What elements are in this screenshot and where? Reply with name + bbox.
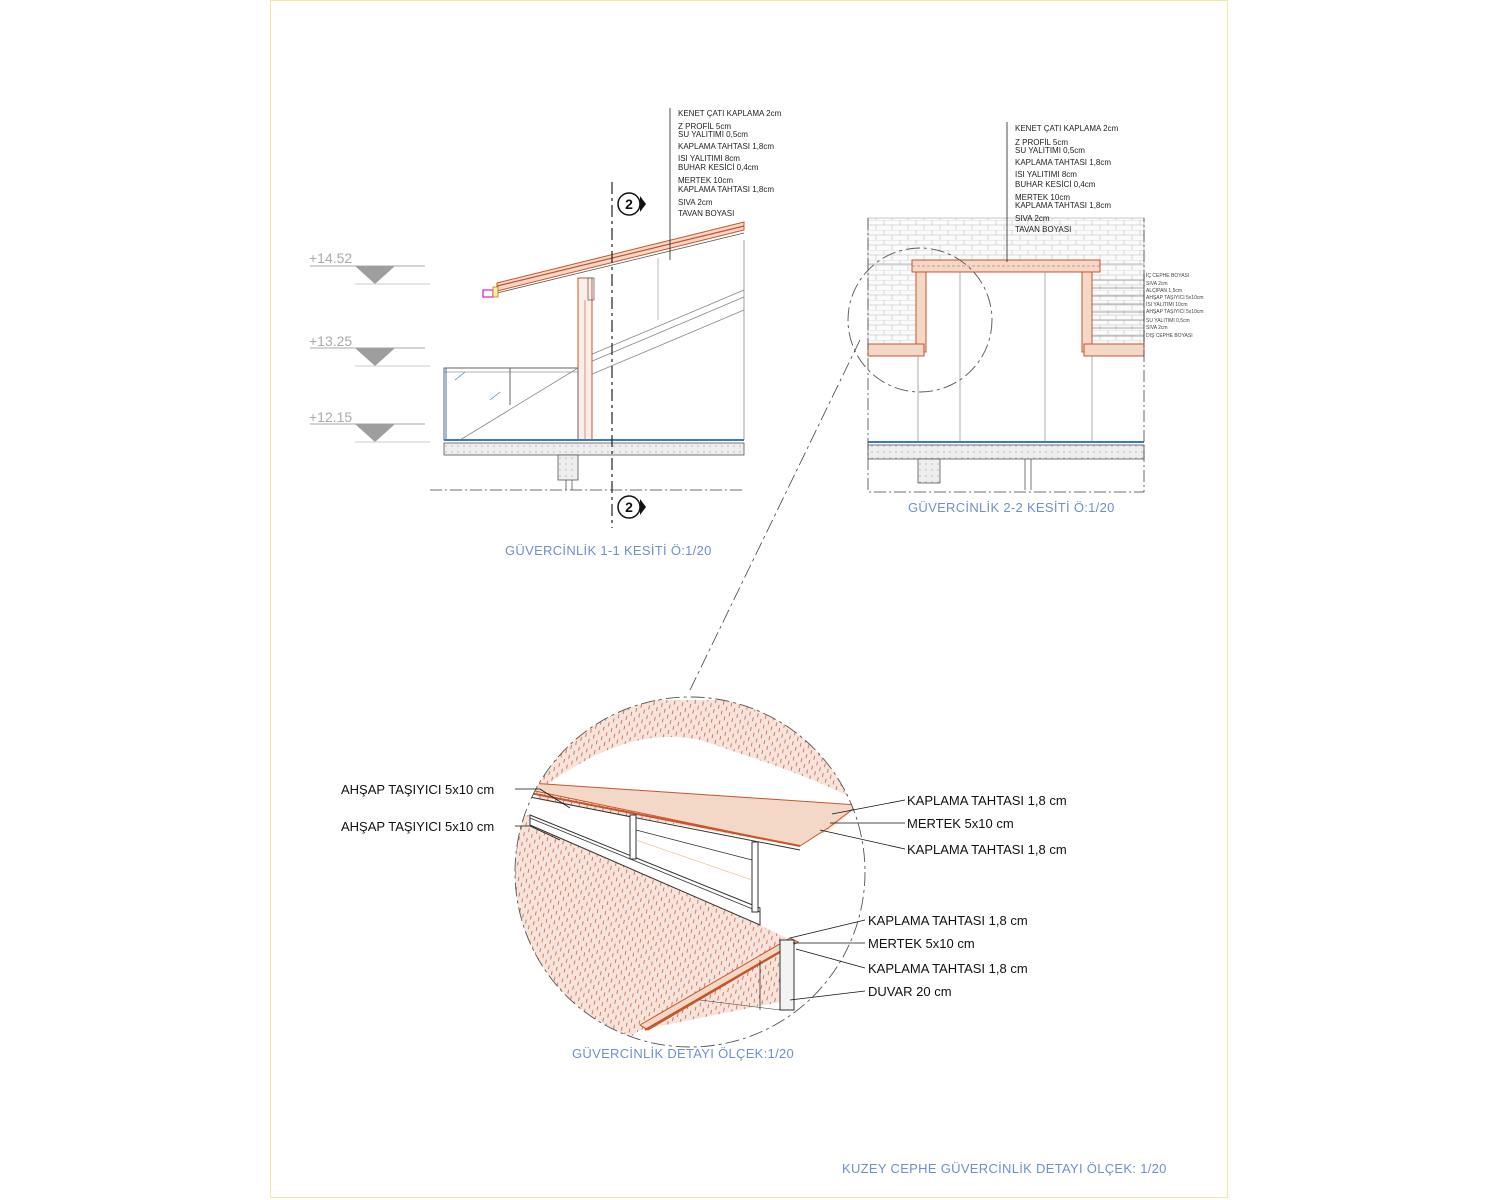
level-1452: +14.52	[309, 250, 353, 266]
roof-1-1	[497, 222, 744, 293]
gutter-icon	[483, 287, 498, 297]
layer-2-2-item: KENET ÇATI KAPLAMA 2cm	[1015, 124, 1119, 133]
wall-layer-list-2-2	[1146, 272, 1204, 339]
layer-1-1-item: BUHAR KESİCİ 0,4cm	[678, 163, 759, 172]
section-marker-bottom	[618, 496, 646, 518]
level-1215: +12.15	[309, 409, 353, 425]
detail-title: GÜVERCİNLİK DETAYI ÖLÇEK:1/20	[572, 1046, 795, 1061]
glass-railing	[444, 368, 578, 440]
level-1325: +13.25	[309, 333, 353, 349]
layer-2-2-item: SIVA 2cm	[1015, 214, 1050, 223]
section-1-1-title: GÜVERCİNLİK 1-1 KESİTİ Ö:1/20	[505, 543, 712, 558]
wall-layer-item: SIVA 2cm	[1146, 325, 1168, 331]
section-2-2-drawing	[848, 122, 1144, 492]
layer-list-1-1	[678, 109, 782, 218]
detail-label-right: MERTEK 5x10 cm	[907, 816, 1014, 831]
layer-2-2-item: BUHAR KESİCİ 0,4cm	[1015, 180, 1096, 189]
layer-1-1-item: SIVA 2cm	[678, 198, 713, 207]
layer-1-1-item: MERTEK 10cm	[678, 176, 733, 185]
layer-1-1-item: ISI YALITIMI 8cm	[678, 154, 740, 163]
detail-label-right: MERTEK 5x10 cm	[868, 936, 975, 951]
layer-1-1-item: SU YALITIMI 0,5cm	[678, 130, 748, 139]
level-marker-1325	[310, 348, 430, 366]
level-marker-1452	[310, 266, 430, 284]
section-marker-top-label: 2	[625, 196, 633, 212]
section-marker-top	[618, 193, 646, 215]
detail-label-right: KAPLAMA TAHTASI 1,8 cm	[868, 913, 1028, 928]
detail-label-left: AHŞAP TAŞIYICI 5x10 cm	[341, 819, 495, 834]
layer-1-1-item: KAPLAMA TAHTASI 1,8cm	[678, 185, 775, 194]
wall-layer-item: AHŞAP TAŞIYICI 5x10cm	[1146, 295, 1204, 301]
detail-drawing	[500, 697, 905, 1060]
sheet-title: KUZEY CEPHE GÜVERCİNLİK DETAYI ÖLÇEK: 1/20	[842, 1161, 1167, 1176]
wall-layer-item: İÇ CEPHE BOYASI	[1146, 273, 1190, 279]
wall-layer-item: AHŞAP TAŞIYICI 5x10cm	[1146, 309, 1204, 315]
layer-1-1-item: KAPLAMA TAHTASI 1,8cm	[678, 142, 775, 151]
section-2-2-title: GÜVERCİNLİK 2-2 KESİTİ Ö:1/20	[908, 500, 1115, 515]
layer-list-2-2	[1015, 124, 1119, 234]
detail-label-right: DUVAR 20 cm	[868, 984, 952, 999]
layer-2-2-item: KAPLAMA TAHTASI 1,8cm	[1015, 201, 1112, 210]
wall-layer-item: SIVA 2cm	[1146, 281, 1168, 287]
detail-label-right: KAPLAMA TAHTASI 1,8 cm	[907, 842, 1067, 857]
layer-2-2-item: KAPLAMA TAHTASI 1,8cm	[1015, 158, 1112, 167]
wall-layer-item: ALÇIPAN 1,5cm	[1146, 288, 1183, 294]
detail-label-right: KAPLAMA TAHTASI 1,8 cm	[907, 793, 1067, 808]
layer-2-2-item: ISI YALITIMI 8cm	[1015, 170, 1077, 179]
layer-2-2-item: SU YALITIMI 0,5cm	[1015, 146, 1085, 155]
detail-label-left: AHŞAP TAŞIYICI 5x10 cm	[341, 782, 495, 797]
layer-1-1-item: Z PROFİL 5cm	[678, 122, 732, 131]
level-marker-1215	[310, 424, 430, 442]
layer-2-2-item: MERTEK 10cm	[1015, 193, 1070, 202]
layer-1-1-item: KENET ÇATI KAPLAMA 2cm	[678, 109, 782, 118]
wall-layer-item: DIŞ CEPHE BOYASI	[1146, 333, 1193, 339]
layer-2-2-item: TAVAN BOYASI	[1015, 225, 1072, 234]
wall-layer-item: ISI YALITIMI 10cm	[1146, 302, 1188, 308]
wall-layer-item: SU YALITIMI 0,5cm	[1146, 318, 1190, 324]
detail-label-right: KAPLAMA TAHTASI 1,8 cm	[868, 961, 1028, 976]
layer-1-1-item: TAVAN BOYASI	[678, 209, 735, 218]
layer-2-2-item: Z PROFİL 5cm	[1015, 138, 1069, 147]
section-marker-bottom-label: 2	[625, 499, 633, 515]
